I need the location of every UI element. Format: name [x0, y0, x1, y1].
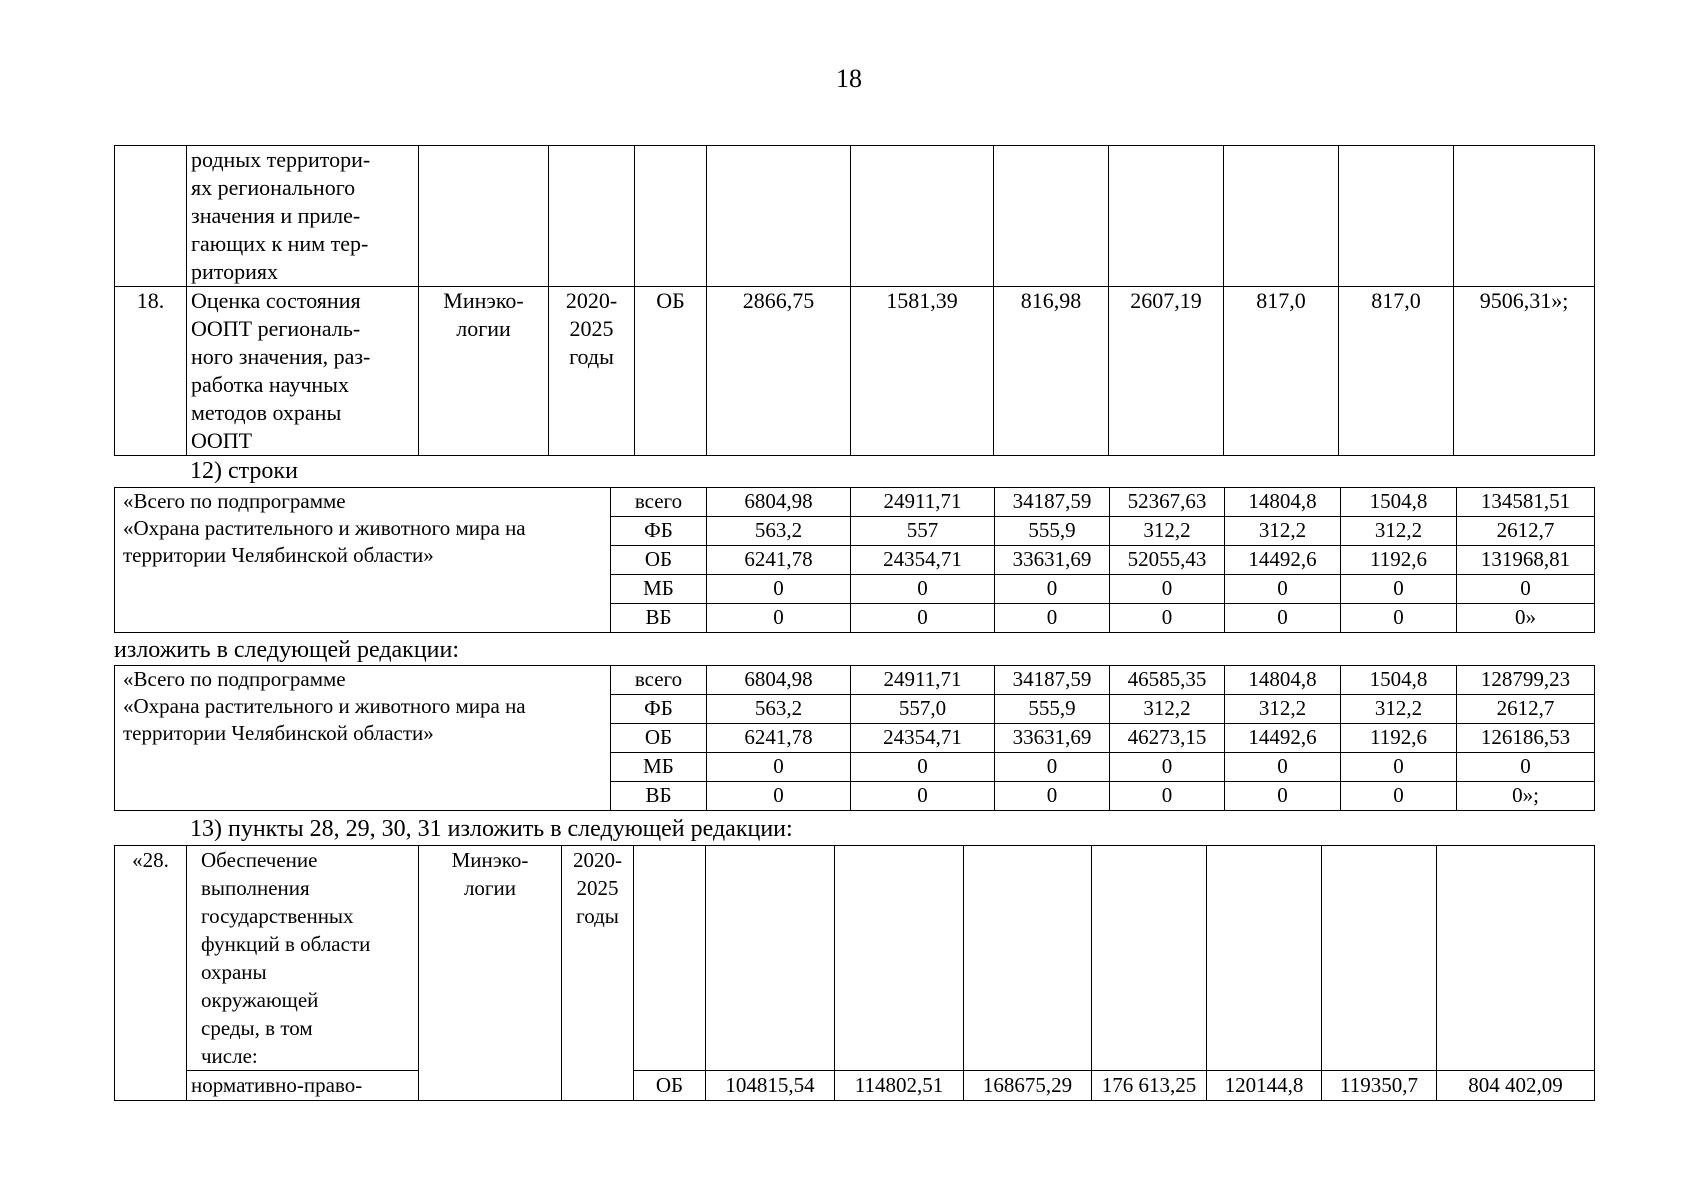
value-cell: 0» [1457, 604, 1595, 633]
value-cell: 33631,69 [995, 546, 1110, 575]
value-cell: 0 [707, 575, 851, 604]
period-line: 2020- [565, 288, 618, 313]
value-cell: 176 613,25 [1092, 1071, 1207, 1101]
value-cell: 52055,43 [1110, 546, 1225, 575]
value-cell: 131968,81 [1457, 546, 1595, 575]
value-cell: 0 [1110, 782, 1225, 811]
source-cell: всего [611, 488, 707, 517]
period-line: 2020- [573, 848, 622, 872]
executor-line: логии [456, 316, 511, 341]
measure-name-cell: нормативно-право- [187, 1071, 419, 1101]
value-cell: 1192,6 [1341, 546, 1457, 575]
value-cell: 119350,7 [1322, 1071, 1437, 1101]
label-line: «Охрана растительного и животного мира на [123, 694, 526, 718]
value-cell: 6804,98 [707, 666, 851, 695]
value-cell: 34187,59 [995, 488, 1110, 517]
row-number: 18. [115, 287, 187, 456]
value-cell: 0 [851, 782, 995, 811]
label-line: территории Челябинской области» [123, 543, 434, 567]
name-line: числе: [201, 1044, 258, 1068]
value-cell: 0 [995, 604, 1110, 633]
subprogram-label-cell [115, 488, 611, 633]
page-number: 18 [836, 64, 862, 93]
value-cell: 1504,8 [1341, 666, 1457, 695]
value-cell: 24911,71 [851, 666, 995, 695]
source-cell: ОБ [635, 287, 707, 456]
name-line: ного значения, раз- [191, 344, 371, 369]
value-cell: 0 [1341, 575, 1457, 604]
source-cell: МБ [611, 753, 707, 782]
subprogram-label-cell [115, 666, 611, 811]
value-cell: 0 [1110, 753, 1225, 782]
executor-line: Минэко- [443, 288, 524, 313]
value-cell: 2612,7 [1457, 517, 1595, 546]
value-cell: 46585,35 [1110, 666, 1225, 695]
value-cell: 0 [995, 753, 1110, 782]
row-28-subrow [115, 1071, 1595, 1101]
source-cell: всего [611, 666, 707, 695]
value-cell: 0 [1225, 575, 1341, 604]
value-cell: 0 [707, 782, 851, 811]
value-cell: 14804,8 [1225, 488, 1341, 517]
value-cell: 120144,8 [1207, 1071, 1322, 1101]
value-cell: 24354,71 [851, 724, 995, 753]
value-cell: 1192,6 [1341, 724, 1457, 753]
value-cell: 563,2 [707, 695, 851, 724]
value-cell: 1504,8 [1341, 488, 1457, 517]
value-cell: 816,98 [994, 287, 1109, 456]
value-cell: 555,9 [995, 517, 1110, 546]
executor-cell [419, 287, 549, 456]
source-cell: ВБ [611, 782, 707, 811]
name-line: родных территори- [191, 147, 371, 172]
value-cell: 52367,63 [1110, 488, 1225, 517]
num-cell [115, 146, 187, 287]
value-cell: 312,2 [1225, 517, 1341, 546]
value-cell: 557,0 [851, 695, 995, 724]
value-cell [1207, 846, 1322, 1071]
value-cell: 817,0 [1224, 287, 1339, 456]
value-cell: 0 [851, 604, 995, 633]
value-cell: 0 [1341, 604, 1457, 633]
name-line: охраны [201, 960, 267, 984]
value-cell: 312,2 [1341, 695, 1457, 724]
totals-table-old [114, 487, 1595, 633]
value-cell: 0 [851, 575, 995, 604]
value-cell: 14804,8 [1225, 666, 1341, 695]
value-cell: 0 [707, 604, 851, 633]
value-cell: 6241,78 [707, 724, 851, 753]
value-cell: 6241,78 [707, 546, 851, 575]
source-cell: ФБ [611, 695, 707, 724]
period-line: годы [576, 904, 619, 928]
value-cell [1224, 146, 1339, 287]
measure-name-cell [187, 287, 419, 456]
instruction-new-edition: изложить в следующей редакции: [114, 637, 460, 663]
value-cell: 33631,69 [995, 724, 1110, 753]
value-cell: 14492,6 [1225, 546, 1341, 575]
value-cell [1437, 846, 1595, 1071]
source-cell: ФБ [611, 517, 707, 546]
period-line: 2025 [569, 316, 614, 341]
executor-cell [419, 146, 549, 287]
value-cell [994, 146, 1109, 287]
value-cell: 563,2 [707, 517, 851, 546]
value-cell: 0 [1225, 604, 1341, 633]
value-cell [1339, 146, 1454, 287]
value-cell: 2866,75 [707, 287, 851, 456]
value-cell: 557 [851, 517, 995, 546]
row-28 [115, 846, 1595, 1071]
value-cell: 114802,51 [835, 1071, 964, 1101]
source-cell [635, 146, 707, 287]
source-cell [634, 846, 706, 1071]
period-cell [549, 287, 635, 456]
value-cell: 6804,98 [707, 488, 851, 517]
row-number: «28. [115, 846, 187, 1101]
value-cell: 126186,53 [1457, 724, 1595, 753]
value-cell [706, 846, 835, 1071]
name-line: функций в области [201, 932, 371, 956]
label-line: «Всего по подпрограмме [123, 667, 346, 691]
value-cell: 0 [1457, 753, 1595, 782]
value-cell: 0 [995, 782, 1110, 811]
period-line: годы [569, 344, 614, 369]
name-line: Оценка состояния [191, 288, 361, 313]
value-cell: 0 [1225, 782, 1341, 811]
value-cell: 0 [851, 753, 995, 782]
executor-line: Минэко- [451, 848, 529, 872]
period-cell [562, 846, 634, 1101]
value-cell [851, 146, 994, 287]
value-cell [707, 146, 851, 287]
value-cell: 104815,54 [706, 1071, 835, 1101]
source-cell: ОБ [634, 1071, 706, 1101]
value-cell: 2612,7 [1457, 695, 1595, 724]
measures-table-bottom [114, 845, 1595, 1101]
source-cell: ВБ [611, 604, 707, 633]
value-cell: 0»; [1457, 782, 1595, 811]
name-line: Обеспечение [201, 848, 318, 872]
value-cell: 134581,51 [1457, 488, 1595, 517]
value-cell: 0 [1110, 575, 1225, 604]
name-line: выполнения [201, 876, 310, 900]
name-line: ООПТ [191, 428, 253, 453]
value-cell: 0 [1341, 782, 1457, 811]
label-line: «Всего по подпрограмме [123, 489, 346, 513]
value-cell [835, 846, 964, 1071]
value-cell: 312,2 [1225, 695, 1341, 724]
source-cell: МБ [611, 575, 707, 604]
label-line: «Охрана растительного и животного мира на [123, 516, 526, 540]
source-cell: ОБ [611, 546, 707, 575]
value-cell [1454, 146, 1595, 287]
period-line: 2025 [576, 876, 619, 900]
row-18 [115, 287, 1595, 456]
instruction-12: 12) строки [190, 458, 298, 484]
measures-table-top [114, 145, 1595, 456]
value-cell: 804 402,09 [1437, 1071, 1595, 1101]
value-cell: 24911,71 [851, 488, 995, 517]
executor-line: логии [463, 876, 517, 900]
value-cell: 46273,15 [1110, 724, 1225, 753]
value-cell: 0 [1457, 575, 1595, 604]
name-line: методов охраны [191, 400, 342, 425]
name-line: окружающей [201, 988, 319, 1012]
value-cell [1092, 846, 1207, 1071]
value-cell: 555,9 [995, 695, 1110, 724]
value-cell: 2607,19 [1109, 287, 1224, 456]
name-line: государственных [201, 904, 354, 928]
value-cell: 312,2 [1341, 517, 1457, 546]
name-line: среды, в том [201, 1016, 313, 1040]
value-cell: 0 [1225, 753, 1341, 782]
value-cell: 34187,59 [995, 666, 1110, 695]
measure-name-cell [187, 146, 419, 287]
continuation-row [115, 146, 1595, 287]
value-cell: 312,2 [1110, 517, 1225, 546]
name-line: риториях [191, 259, 278, 284]
name-line: ях регионального [191, 175, 356, 200]
value-cell: 14492,6 [1225, 724, 1341, 753]
value-cell: 128799,23 [1457, 666, 1595, 695]
totals-table-new [114, 665, 1595, 811]
value-cell: 817,0 [1339, 287, 1454, 456]
value-cell [1322, 846, 1437, 1071]
value-cell: 0 [1110, 604, 1225, 633]
period-cell [549, 146, 635, 287]
label-line: территории Челябинской области» [123, 721, 434, 745]
table-row [115, 666, 1595, 695]
value-cell: 24354,71 [851, 546, 995, 575]
name-line: работка научных [191, 372, 349, 397]
executor-cell [419, 846, 562, 1101]
value-cell: 1581,39 [851, 287, 994, 456]
value-cell: 9506,31»; [1454, 287, 1595, 456]
value-cell [1109, 146, 1224, 287]
name-line: гающих к ним тер- [191, 231, 369, 256]
value-cell: 0 [707, 753, 851, 782]
value-cell: 168675,29 [964, 1071, 1092, 1101]
name-line: ООПТ региональ- [191, 316, 361, 341]
value-cell [964, 846, 1092, 1071]
name-line: значения и приле- [191, 203, 361, 228]
value-cell: 312,2 [1110, 695, 1225, 724]
measure-name-cell [187, 846, 419, 1071]
table-row [115, 488, 1595, 517]
source-cell: ОБ [611, 724, 707, 753]
value-cell: 0 [1341, 753, 1457, 782]
value-cell: 0 [995, 575, 1110, 604]
instruction-13: 13) пункты 28, 29, 30, 31 изложить в следующей редакции: [190, 816, 793, 842]
